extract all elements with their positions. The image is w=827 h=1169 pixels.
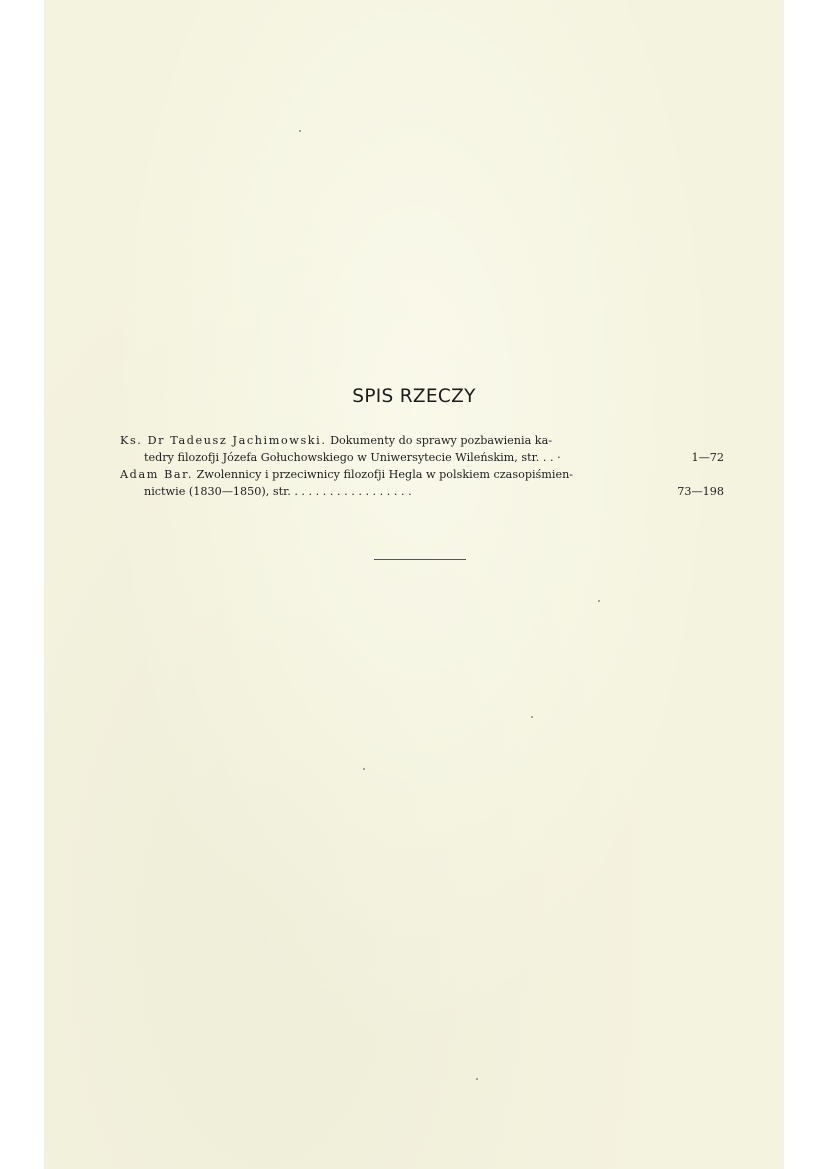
paper-speck <box>299 130 301 132</box>
document-page <box>44 0 784 1169</box>
toc-entry-author: Adam Bar. <box>120 468 194 481</box>
divider-rule <box>374 559 466 560</box>
toc-entry <box>120 432 724 466</box>
toc-entry-line <box>120 483 724 500</box>
paper-speck <box>531 716 533 718</box>
toc-entry-title: Dokumenty do sprawy pozbawienia ka- <box>330 434 553 447</box>
toc-entry-line <box>120 432 724 449</box>
paper-speck <box>476 1078 478 1080</box>
toc-entry-title-continued: nictwie (1830—1850), str. . . . . . . . . . . . . . . . . . <box>144 485 412 498</box>
page-title: SPIS RZECZY <box>352 386 476 407</box>
toc-entry <box>120 466 724 500</box>
toc-entry-author: Ks. Dr Tadeusz Jachimowski. <box>120 434 327 447</box>
toc-entry-line <box>120 466 724 483</box>
paper-speck <box>598 600 600 602</box>
table-of-contents <box>120 432 724 500</box>
toc-entry-title-continued: tedry filozofji Józefa Gołuchowskiego w Uniwersytecie Wileńskim, str. . . · <box>144 451 561 464</box>
toc-entry-title: Zwolennicy i przeciwnicy filozofji Hegla w polskiem czasopiśmien- <box>196 468 574 481</box>
toc-entry-pages: 73—198 <box>677 485 724 498</box>
toc-entry-pages: 1—72 <box>691 451 724 464</box>
toc-entry-line <box>120 449 724 466</box>
paper-speck <box>363 768 365 770</box>
